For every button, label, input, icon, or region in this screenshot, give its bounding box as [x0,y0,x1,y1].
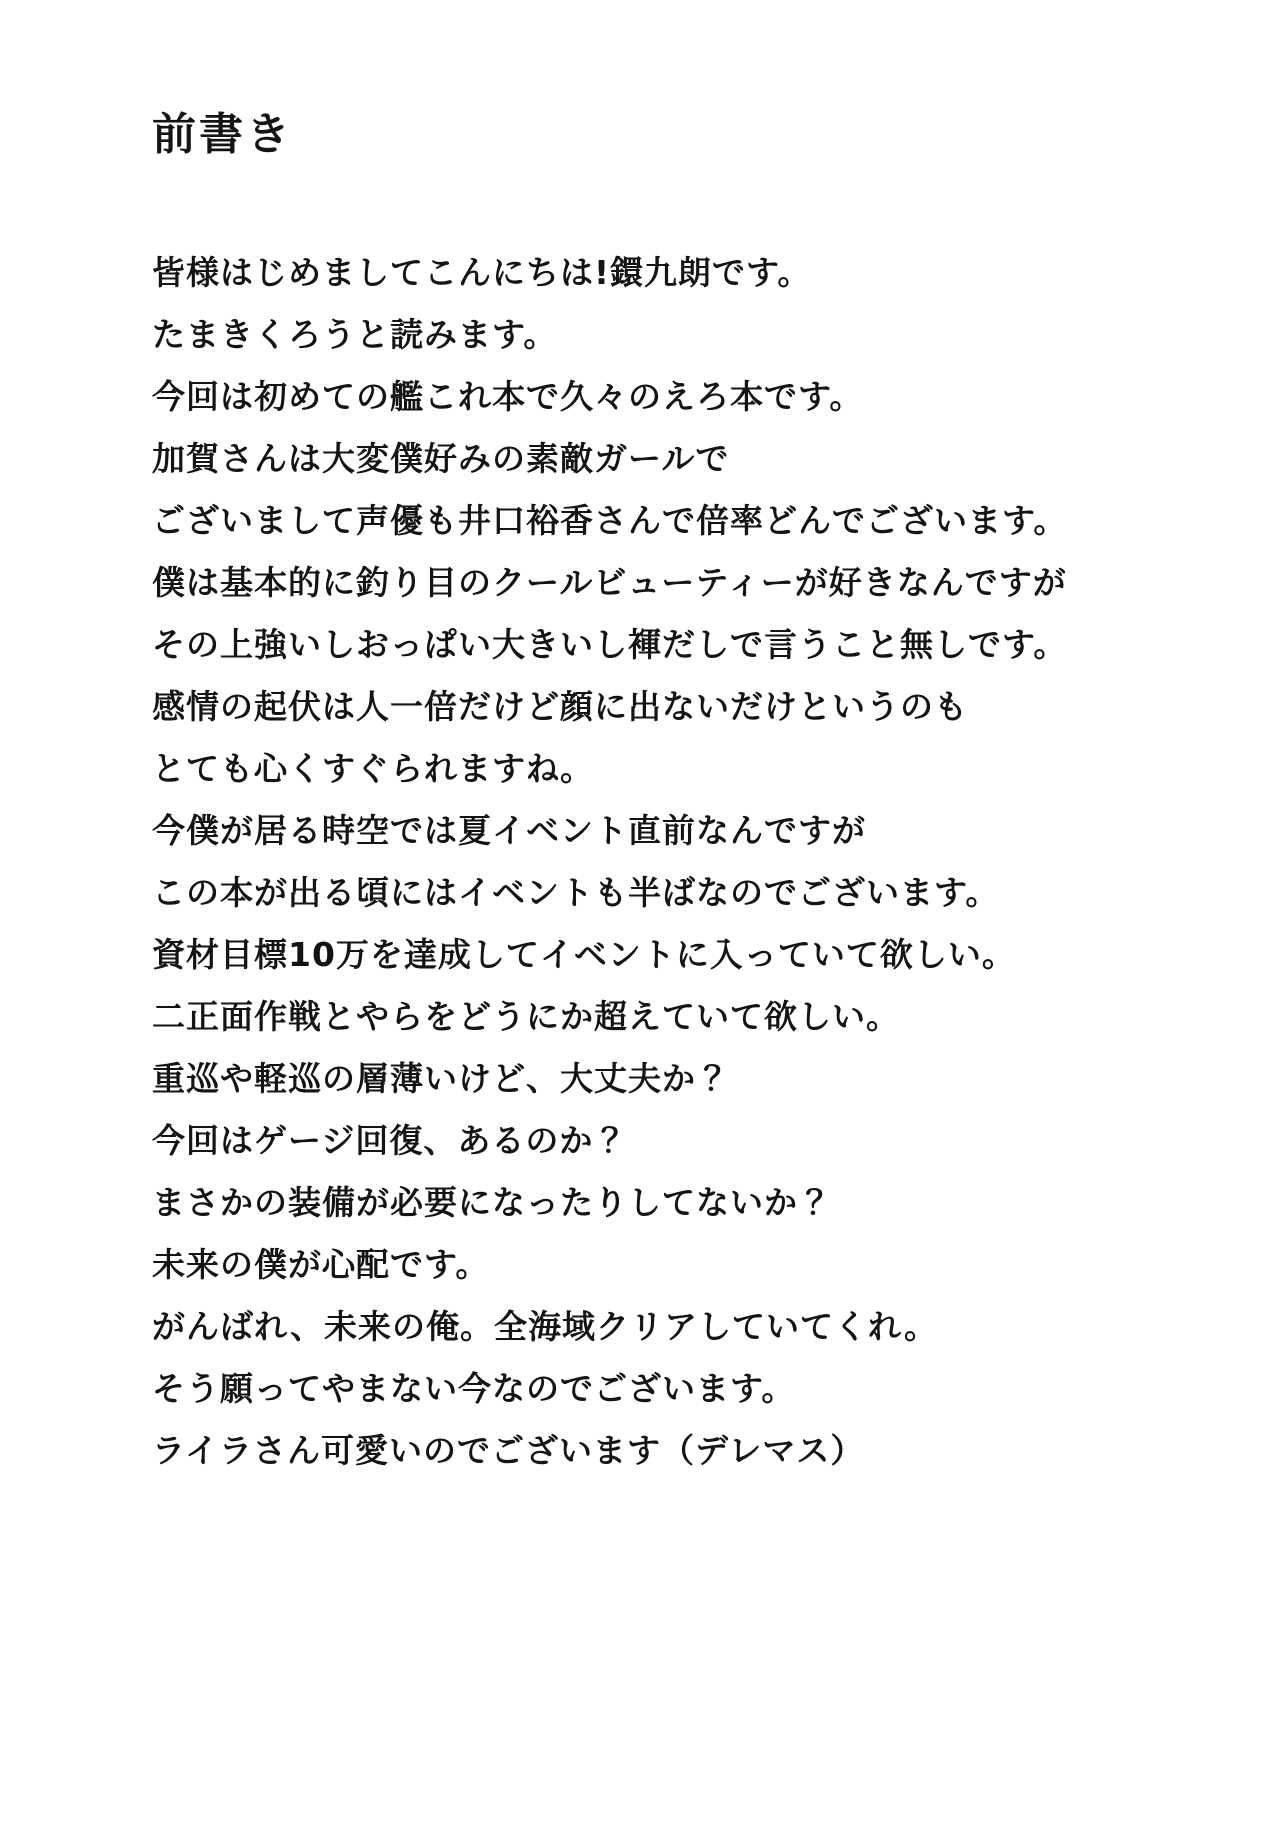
paragraph-event [152,800,1152,1482]
text-line: とても心くすぐられますね。 [152,749,594,788]
text-line: 加賀さんは大変僕好みの素敵ガールで [152,439,730,478]
text-line: まさかの装備が必要になったりしてないか？ [152,1183,832,1222]
text-line: 二正面作戦とやらをどうにか超えていて欲しい。 [152,997,900,1036]
page-title: 前書き [152,109,293,160]
text-line: 皆様はじめましてこんにちは!鐶九朗です。 [152,253,812,292]
text-line: この本が出る頃にはイベントも半ばなのでございます。 [152,873,1000,912]
text-line: そう願ってやまない今なのでございます。 [152,1369,796,1408]
text-line: たまきくろうと読みます。 [152,315,558,354]
text-line: 感情の起伏は人一倍だけど顔に出ないだけというのも [152,687,968,726]
text-line: 今回は初めての艦これ本で久々のえろ本です。 [152,377,864,416]
text-line: 今回はゲージ回復、あるのか？ [152,1121,628,1160]
paragraph-kaga [152,366,1152,800]
text-line: その上強いしおっぱい大きいし褌だしで言うこと無しです。 [152,625,1068,664]
paragraph-intro [152,242,1152,366]
text-line: がんばれ、未来の俺。全海域クリアしていてくれ。 [152,1307,938,1346]
text-line: 今僕が居る時空では夏イベント直前なんですが [152,811,866,850]
text-line: 資材目標10万を達成してイベントに入っていて欲しい。 [152,935,1016,974]
text-line: 重巡や軽巡の層薄いけど、大丈夫か？ [152,1059,730,1098]
foreword-body-text [152,242,1152,1482]
text-line: 未来の僕が心配です。 [152,1245,490,1284]
text-line: ライラさん可愛いのでございます（デレマス） [152,1431,865,1470]
text-line: ございまして声優も井口裕香さんで倍率どんでございます。 [152,501,1068,540]
text-line: 僕は基本的に釣り目のクールビューティーが好きなんですが [152,563,1067,602]
